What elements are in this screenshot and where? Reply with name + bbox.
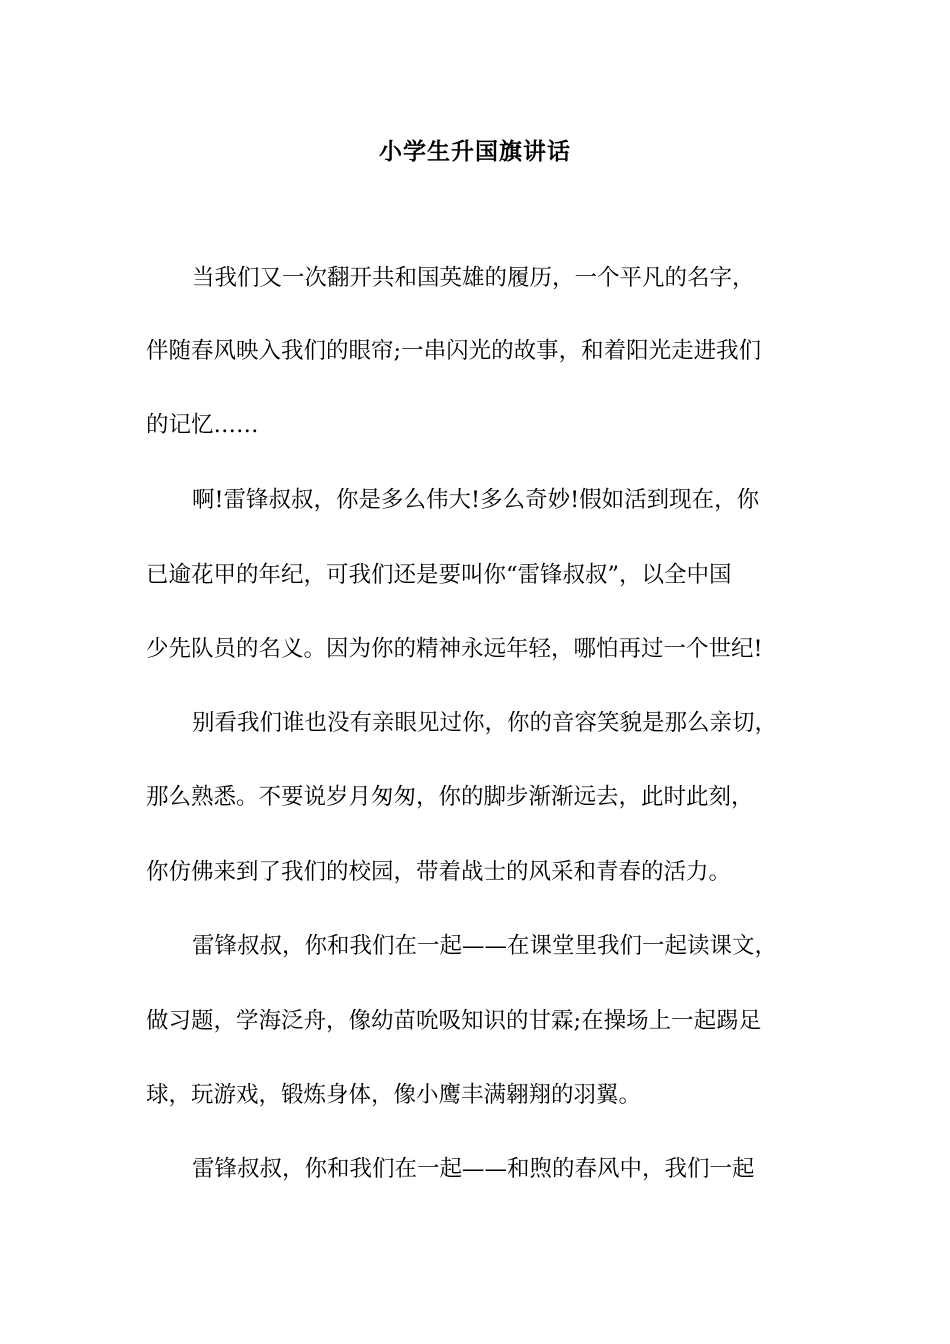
paragraph-line: 那么熟悉。不要说岁月匆匆，你的脚步渐渐远去，此时此刻， bbox=[146, 784, 754, 810]
paragraph-line: 别看我们谁也没有亲眼见过你，你的音容笑貌是那么亲切， bbox=[192, 710, 778, 736]
paragraph-line: 伴随春风映入我们的眼帘;一串闪光的故事，和着阳光走进我们 bbox=[146, 338, 762, 364]
paragraph-line: 雷锋叔叔，你和我们在一起——和煦的春风中，我们一起 bbox=[192, 1156, 755, 1182]
paragraph-line: 已逾花甲的年纪，可我们还是要叫你“雷锋叔叔”，以全中国 bbox=[146, 562, 732, 588]
paragraph-line: 你仿佛来到了我们的校园，带着战士的风采和青春的活力。 bbox=[146, 859, 732, 885]
paragraph-line: 啊!雷锋叔叔，你是多么伟大!多么奇妙!假如活到现在，你 bbox=[192, 487, 760, 513]
document-title: 小学生升国旗讲话 bbox=[379, 139, 571, 165]
paragraph-line: 球，玩游戏，锻炼身体，像小鹰丰满翱翔的羽翼。 bbox=[146, 1082, 642, 1108]
paragraph-line: 当我们又一次翻开共和国英雄的履历，一个平凡的名字， bbox=[192, 265, 755, 291]
paragraph-line: 的记忆…… bbox=[146, 412, 259, 438]
paragraph-line: 做习题，学海泛舟，像幼苗吮吸知识的甘霖;在操场上一起踢足 bbox=[146, 1008, 762, 1034]
paragraph-line: 雷锋叔叔，你和我们在一起——在课堂里我们一起读课文， bbox=[192, 933, 778, 959]
paragraph-line: 少先队员的名义。因为你的精神永远年轻，哪怕再过一个世纪! bbox=[146, 636, 763, 662]
